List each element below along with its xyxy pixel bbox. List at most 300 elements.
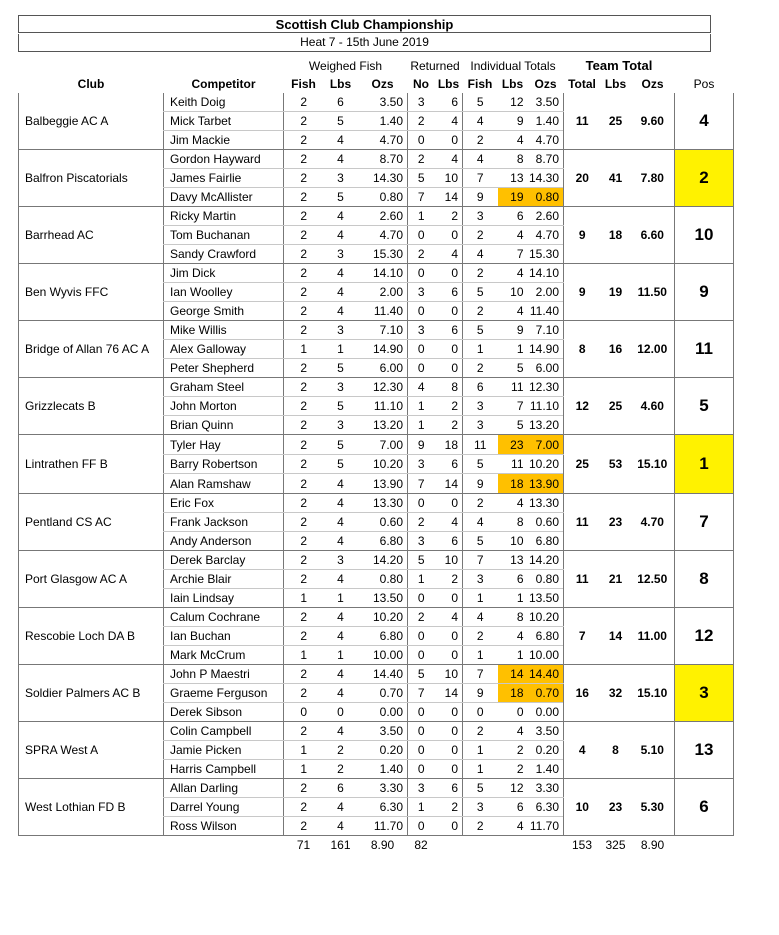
individual-ozs: 13.50 bbox=[528, 589, 564, 608]
individual-ozs: 3.50 bbox=[528, 722, 564, 741]
team-ozs: 5.30 bbox=[631, 779, 675, 836]
returned-lbs: 0 bbox=[435, 722, 463, 741]
weighed-fish: 2 bbox=[284, 551, 324, 570]
individual-ozs: 14.30 bbox=[528, 169, 564, 188]
individual-ozs: 3.50 bbox=[528, 93, 564, 112]
individual-fish: 1 bbox=[463, 760, 498, 779]
total-team-lbs: 325 bbox=[605, 838, 626, 852]
individual-ozs: 10.20 bbox=[528, 455, 564, 474]
returned-lbs: 6 bbox=[435, 321, 463, 340]
competitor-name: Ian Buchan bbox=[164, 627, 284, 646]
team-lbs: 14 bbox=[601, 608, 631, 665]
position-badge: 12 bbox=[675, 608, 734, 665]
weighed-ozs: 14.20 bbox=[358, 551, 408, 570]
weighed-ozs: 11.70 bbox=[358, 817, 408, 836]
weighed-lbs: 4 bbox=[324, 684, 358, 703]
individual-fish: 2 bbox=[463, 226, 498, 245]
grand-totals-row bbox=[19, 836, 734, 855]
team-total: 25 bbox=[564, 435, 601, 494]
club-name: Soldier Palmers AC B bbox=[19, 665, 164, 722]
individual-lbs: 2 bbox=[498, 741, 528, 760]
individual-lbs: 0 bbox=[498, 703, 528, 722]
weighed-lbs: 5 bbox=[324, 188, 358, 207]
total-weighed-fish: 71 bbox=[296, 838, 311, 852]
individual-ozs: 14.20 bbox=[528, 551, 564, 570]
individual-ozs: 6.00 bbox=[528, 359, 564, 378]
individual-fish: 3 bbox=[463, 207, 498, 226]
weighed-ozs: 14.40 bbox=[358, 665, 408, 684]
individual-fish: 2 bbox=[463, 302, 498, 321]
weighed-fish: 1 bbox=[284, 760, 324, 779]
individual-fish: 3 bbox=[463, 397, 498, 416]
weighed-lbs: 3 bbox=[324, 245, 358, 264]
individual-lbs: 5 bbox=[498, 416, 528, 435]
position-badge: 6 bbox=[675, 779, 734, 836]
returned-no: 0 bbox=[408, 359, 435, 378]
weighed-fish: 2 bbox=[284, 474, 324, 494]
weighed-lbs: 4 bbox=[324, 302, 358, 321]
group-individual: Individual Totals bbox=[470, 59, 556, 73]
group-weighed: Weighed Fish bbox=[308, 59, 383, 73]
returned-lbs: 6 bbox=[435, 532, 463, 551]
results-table bbox=[18, 57, 734, 854]
returned-lbs: 14 bbox=[435, 188, 463, 207]
team-ozs: 12.00 bbox=[631, 321, 675, 378]
competitor-name: Darrel Young bbox=[164, 798, 284, 817]
individual-fish: 9 bbox=[463, 684, 498, 703]
club-name: Pentland CS AC bbox=[19, 494, 164, 551]
competitor-name: Colin Campbell bbox=[164, 722, 284, 741]
competitor-name: Derek Sibson bbox=[164, 703, 284, 722]
individual-fish: 2 bbox=[463, 627, 498, 646]
weighed-ozs: 6.80 bbox=[358, 532, 408, 551]
weighed-lbs: 5 bbox=[324, 435, 358, 455]
weighed-fish: 1 bbox=[284, 646, 324, 665]
weighed-fish: 2 bbox=[284, 93, 324, 112]
returned-lbs: 4 bbox=[435, 608, 463, 627]
competitor-name: Eric Fox bbox=[164, 494, 284, 513]
returned-no: 3 bbox=[408, 455, 435, 474]
competitor-name: Archie Blair bbox=[164, 570, 284, 589]
returned-lbs: 8 bbox=[435, 378, 463, 397]
returned-no: 0 bbox=[408, 340, 435, 359]
weighed-ozs: 8.70 bbox=[358, 150, 408, 169]
position-badge: 4 bbox=[675, 93, 734, 150]
weighed-ozs: 13.30 bbox=[358, 494, 408, 513]
col-weighed-fish: Fish bbox=[291, 77, 316, 91]
competitor-name: Peter Shepherd bbox=[164, 359, 284, 378]
individual-fish: 2 bbox=[463, 131, 498, 150]
returned-lbs: 6 bbox=[435, 455, 463, 474]
individual-lbs: 2 bbox=[498, 760, 528, 779]
team-lbs: 21 bbox=[601, 551, 631, 608]
individual-ozs: 1.40 bbox=[528, 112, 564, 131]
individual-ozs: 13.90 bbox=[528, 474, 564, 494]
competitor-name: Davy McAllister bbox=[164, 188, 284, 207]
weighed-fish: 1 bbox=[284, 340, 324, 359]
weighed-fish: 1 bbox=[284, 589, 324, 608]
returned-lbs: 2 bbox=[435, 798, 463, 817]
team-ozs: 11.00 bbox=[631, 608, 675, 665]
team-lbs: 16 bbox=[601, 321, 631, 378]
team-total: 8 bbox=[564, 321, 601, 378]
returned-lbs: 2 bbox=[435, 397, 463, 416]
returned-lbs: 0 bbox=[435, 589, 463, 608]
weighed-lbs: 4 bbox=[324, 226, 358, 245]
col-team-total: Total bbox=[568, 77, 596, 91]
weighed-fish: 2 bbox=[284, 798, 324, 817]
returned-no: 7 bbox=[408, 474, 435, 494]
returned-no: 3 bbox=[408, 321, 435, 340]
club-name: Rescobie Loch DA B bbox=[19, 608, 164, 665]
competitor-name: Keith Doig bbox=[164, 93, 284, 112]
individual-lbs: 9 bbox=[498, 321, 528, 340]
team-ozs: 11.50 bbox=[631, 264, 675, 321]
weighed-ozs: 14.10 bbox=[358, 264, 408, 283]
position-badge: 2 bbox=[675, 150, 734, 207]
returned-no: 2 bbox=[408, 513, 435, 532]
individual-fish: 1 bbox=[463, 340, 498, 359]
returned-lbs: 10 bbox=[435, 169, 463, 188]
individual-ozs: 12.30 bbox=[528, 378, 564, 397]
individual-lbs: 23 bbox=[498, 435, 528, 455]
weighed-lbs: 1 bbox=[324, 340, 358, 359]
weighed-fish: 2 bbox=[284, 188, 324, 207]
individual-fish: 5 bbox=[463, 779, 498, 798]
team-ozs: 6.60 bbox=[631, 207, 675, 264]
weighed-ozs: 3.30 bbox=[358, 779, 408, 798]
individual-fish: 3 bbox=[463, 570, 498, 589]
weighed-fish: 2 bbox=[284, 570, 324, 589]
weighed-fish: 2 bbox=[284, 494, 324, 513]
weighed-ozs: 6.00 bbox=[358, 359, 408, 378]
heat-subtitle: Heat 7 - 15th June 2019 bbox=[18, 34, 711, 52]
individual-ozs: 10.00 bbox=[528, 646, 564, 665]
individual-lbs: 7 bbox=[498, 245, 528, 264]
returned-lbs: 0 bbox=[435, 646, 463, 665]
weighed-ozs: 10.00 bbox=[358, 646, 408, 665]
individual-fish: 9 bbox=[463, 474, 498, 494]
returned-no: 5 bbox=[408, 551, 435, 570]
returned-no: 0 bbox=[408, 589, 435, 608]
individual-fish: 2 bbox=[463, 494, 498, 513]
weighed-lbs: 4 bbox=[324, 513, 358, 532]
returned-no: 9 bbox=[408, 435, 435, 455]
club-name: Bridge of Allan 76 AC A bbox=[19, 321, 164, 378]
returned-lbs: 4 bbox=[435, 245, 463, 264]
individual-lbs: 18 bbox=[498, 684, 528, 703]
individual-ozs: 0.80 bbox=[528, 188, 564, 207]
returned-lbs: 0 bbox=[435, 264, 463, 283]
returned-lbs: 4 bbox=[435, 150, 463, 169]
weighed-ozs: 15.30 bbox=[358, 245, 408, 264]
competitor-name: Graham Steel bbox=[164, 378, 284, 397]
returned-no: 0 bbox=[408, 131, 435, 150]
weighed-fish: 2 bbox=[284, 435, 324, 455]
returned-lbs: 14 bbox=[435, 474, 463, 494]
returned-no: 5 bbox=[408, 665, 435, 684]
weighed-lbs: 3 bbox=[324, 169, 358, 188]
position-badge: 13 bbox=[675, 722, 734, 779]
team-ozs: 12.50 bbox=[631, 551, 675, 608]
individual-ozs: 0.60 bbox=[528, 513, 564, 532]
individual-ozs: 6.30 bbox=[528, 798, 564, 817]
returned-lbs: 2 bbox=[435, 207, 463, 226]
competitor-name: Barry Robertson bbox=[164, 455, 284, 474]
weighed-fish: 2 bbox=[284, 150, 324, 169]
returned-no: 0 bbox=[408, 264, 435, 283]
individual-fish: 4 bbox=[463, 608, 498, 627]
individual-lbs: 4 bbox=[498, 494, 528, 513]
weighed-ozs: 12.30 bbox=[358, 378, 408, 397]
returned-no: 0 bbox=[408, 760, 435, 779]
returned-lbs: 0 bbox=[435, 494, 463, 513]
individual-lbs: 4 bbox=[498, 722, 528, 741]
returned-no: 0 bbox=[408, 817, 435, 836]
weighed-fish: 2 bbox=[284, 817, 324, 836]
weighed-ozs: 0.70 bbox=[358, 684, 408, 703]
returned-lbs: 10 bbox=[435, 665, 463, 684]
individual-lbs: 6 bbox=[498, 798, 528, 817]
total-returned-no: 82 bbox=[414, 838, 428, 852]
individual-ozs: 7.00 bbox=[528, 435, 564, 455]
weighed-fish: 0 bbox=[284, 703, 324, 722]
returned-no: 3 bbox=[408, 283, 435, 302]
individual-lbs: 11 bbox=[498, 455, 528, 474]
weighed-fish: 2 bbox=[284, 131, 324, 150]
col-returned-lbs: Lbs bbox=[437, 77, 460, 91]
team-total: 9 bbox=[564, 207, 601, 264]
returned-no: 1 bbox=[408, 416, 435, 435]
position-badge: 3 bbox=[675, 665, 734, 722]
col-pos: Pos bbox=[693, 77, 715, 91]
weighed-lbs: 4 bbox=[324, 798, 358, 817]
col-weighed-lbs: Lbs bbox=[329, 77, 352, 91]
club-name: Balbeggie AC A bbox=[19, 93, 164, 150]
team-lbs: 25 bbox=[601, 378, 631, 435]
team-lbs: 53 bbox=[601, 435, 631, 494]
competitor-name: John P Maestri bbox=[164, 665, 284, 684]
individual-fish: 2 bbox=[463, 359, 498, 378]
individual-lbs: 4 bbox=[498, 226, 528, 245]
weighed-lbs: 4 bbox=[324, 608, 358, 627]
returned-lbs: 0 bbox=[435, 359, 463, 378]
individual-lbs: 4 bbox=[498, 131, 528, 150]
individual-ozs: 11.70 bbox=[528, 817, 564, 836]
weighed-fish: 2 bbox=[284, 226, 324, 245]
individual-ozs: 1.40 bbox=[528, 760, 564, 779]
weighed-ozs: 3.50 bbox=[358, 722, 408, 741]
individual-fish: 5 bbox=[463, 455, 498, 474]
weighed-lbs: 4 bbox=[324, 627, 358, 646]
individual-ozs: 2.60 bbox=[528, 207, 564, 226]
individual-fish: 4 bbox=[463, 245, 498, 264]
weighed-ozs: 4.70 bbox=[358, 226, 408, 245]
competitor-row bbox=[19, 207, 734, 226]
individual-lbs: 4 bbox=[498, 817, 528, 836]
group-returned: Returned bbox=[410, 59, 460, 73]
weighed-lbs: 2 bbox=[324, 760, 358, 779]
individual-fish: 4 bbox=[463, 150, 498, 169]
competitor-name: Mick Tarbet bbox=[164, 112, 284, 131]
team-total: 9 bbox=[564, 264, 601, 321]
weighed-lbs: 1 bbox=[324, 646, 358, 665]
individual-ozs: 4.70 bbox=[528, 226, 564, 245]
team-total: 16 bbox=[564, 665, 601, 722]
weighed-fish: 2 bbox=[284, 245, 324, 264]
total-team-ozs: 8.90 bbox=[640, 838, 665, 852]
returned-no: 3 bbox=[408, 532, 435, 551]
individual-lbs: 11 bbox=[498, 378, 528, 397]
weighed-fish: 2 bbox=[284, 112, 324, 131]
individual-lbs: 10 bbox=[498, 283, 528, 302]
competitor-name: Sandy Crawford bbox=[164, 245, 284, 264]
returned-no: 0 bbox=[408, 302, 435, 321]
team-ozs: 15.10 bbox=[631, 665, 675, 722]
team-lbs: 25 bbox=[601, 93, 631, 150]
weighed-lbs: 4 bbox=[324, 532, 358, 551]
team-total: 11 bbox=[564, 494, 601, 551]
total-team-total: 153 bbox=[571, 838, 593, 852]
individual-fish: 4 bbox=[463, 513, 498, 532]
individual-ozs: 14.90 bbox=[528, 340, 564, 359]
team-ozs: 4.70 bbox=[631, 494, 675, 551]
competitor-name: Iain Lindsay bbox=[164, 589, 284, 608]
weighed-ozs: 11.10 bbox=[358, 397, 408, 416]
individual-lbs: 8 bbox=[498, 608, 528, 627]
returned-lbs: 10 bbox=[435, 551, 463, 570]
position-badge: 11 bbox=[675, 321, 734, 378]
club-results-body bbox=[19, 93, 734, 836]
competitor-row bbox=[19, 378, 734, 397]
team-ozs: 15.10 bbox=[631, 435, 675, 494]
competitor-name: Jim Dick bbox=[164, 264, 284, 283]
sheet-title: Scottish Club Championship bbox=[18, 15, 711, 33]
returned-no: 2 bbox=[408, 150, 435, 169]
team-lbs: 8 bbox=[601, 722, 631, 779]
weighed-lbs: 4 bbox=[324, 207, 358, 226]
weighed-ozs: 0.80 bbox=[358, 570, 408, 589]
individual-fish: 7 bbox=[463, 665, 498, 684]
weighed-ozs: 11.40 bbox=[358, 302, 408, 321]
individual-ozs: 0.70 bbox=[528, 684, 564, 703]
col-team-lbs: Lbs bbox=[604, 77, 627, 91]
club-name: Ben Wyvis FFC bbox=[19, 264, 164, 321]
weighed-fish: 2 bbox=[284, 302, 324, 321]
weighed-lbs: 6 bbox=[324, 779, 358, 798]
col-returned-no: No bbox=[413, 77, 429, 91]
returned-lbs: 4 bbox=[435, 112, 463, 131]
weighed-lbs: 4 bbox=[324, 131, 358, 150]
competitor-name: Gordon Hayward bbox=[164, 150, 284, 169]
weighed-ozs: 0.80 bbox=[358, 188, 408, 207]
weighed-ozs: 0.00 bbox=[358, 703, 408, 722]
returned-no: 0 bbox=[408, 494, 435, 513]
individual-fish: 11 bbox=[463, 435, 498, 455]
individual-fish: 5 bbox=[463, 532, 498, 551]
weighed-ozs: 13.90 bbox=[358, 474, 408, 494]
weighed-ozs: 0.20 bbox=[358, 741, 408, 760]
weighed-ozs: 1.40 bbox=[358, 112, 408, 131]
competitor-name: Ross Wilson bbox=[164, 817, 284, 836]
returned-lbs: 6 bbox=[435, 283, 463, 302]
individual-fish: 9 bbox=[463, 188, 498, 207]
individual-fish: 1 bbox=[463, 741, 498, 760]
individual-fish: 5 bbox=[463, 283, 498, 302]
weighed-ozs: 14.90 bbox=[358, 340, 408, 359]
total-weighed-ozs: 8.90 bbox=[370, 838, 395, 852]
returned-lbs: 0 bbox=[435, 226, 463, 245]
returned-no: 2 bbox=[408, 245, 435, 264]
team-total: 20 bbox=[564, 150, 601, 207]
weighed-lbs: 2 bbox=[324, 741, 358, 760]
column-header-row bbox=[19, 75, 734, 93]
individual-lbs: 6 bbox=[498, 570, 528, 589]
team-total: 11 bbox=[564, 93, 601, 150]
individual-lbs: 19 bbox=[498, 188, 528, 207]
col-competitor: Competitor bbox=[191, 77, 256, 91]
returned-lbs: 0 bbox=[435, 817, 463, 836]
individual-ozs: 14.40 bbox=[528, 665, 564, 684]
weighed-lbs: 4 bbox=[324, 474, 358, 494]
individual-lbs: 4 bbox=[498, 302, 528, 321]
individual-ozs: 7.10 bbox=[528, 321, 564, 340]
weighed-fish: 2 bbox=[284, 397, 324, 416]
individual-ozs: 13.20 bbox=[528, 416, 564, 435]
weighed-ozs: 6.80 bbox=[358, 627, 408, 646]
weighed-lbs: 3 bbox=[324, 321, 358, 340]
weighed-lbs: 5 bbox=[324, 397, 358, 416]
individual-ozs: 13.30 bbox=[528, 494, 564, 513]
club-name: Balfron Piscatorials bbox=[19, 150, 164, 207]
competitor-name: Graeme Ferguson bbox=[164, 684, 284, 703]
weighed-lbs: 6 bbox=[324, 93, 358, 112]
team-lbs: 41 bbox=[601, 150, 631, 207]
competitor-name: Brian Quinn bbox=[164, 416, 284, 435]
individual-ozs: 11.40 bbox=[528, 302, 564, 321]
weighed-ozs: 14.30 bbox=[358, 169, 408, 188]
competitor-name: Frank Jackson bbox=[164, 513, 284, 532]
competitor-row bbox=[19, 608, 734, 627]
team-total: 12 bbox=[564, 378, 601, 435]
individual-ozs: 8.70 bbox=[528, 150, 564, 169]
returned-lbs: 0 bbox=[435, 131, 463, 150]
team-lbs: 18 bbox=[601, 207, 631, 264]
individual-fish: 4 bbox=[463, 112, 498, 131]
competitor-name: Mark McCrum bbox=[164, 646, 284, 665]
individual-fish: 6 bbox=[463, 378, 498, 397]
position-badge: 7 bbox=[675, 494, 734, 551]
col-club: Club bbox=[77, 77, 105, 91]
weighed-ozs: 1.40 bbox=[358, 760, 408, 779]
position-badge: 8 bbox=[675, 551, 734, 608]
club-name: Grizzlecats B bbox=[19, 378, 164, 435]
returned-no: 0 bbox=[408, 741, 435, 760]
competitor-row bbox=[19, 665, 734, 684]
competitor-name: Allan Darling bbox=[164, 779, 284, 798]
weighed-fish: 2 bbox=[284, 378, 324, 397]
team-total: 4 bbox=[564, 722, 601, 779]
weighed-fish: 2 bbox=[284, 169, 324, 188]
individual-lbs: 18 bbox=[498, 474, 528, 494]
returned-no: 1 bbox=[408, 207, 435, 226]
weighed-fish: 2 bbox=[284, 627, 324, 646]
weighed-ozs: 13.50 bbox=[358, 589, 408, 608]
club-name: Lintrathen FF B bbox=[19, 435, 164, 494]
returned-no: 2 bbox=[408, 608, 435, 627]
weighed-lbs: 4 bbox=[324, 264, 358, 283]
weighed-fish: 2 bbox=[284, 779, 324, 798]
